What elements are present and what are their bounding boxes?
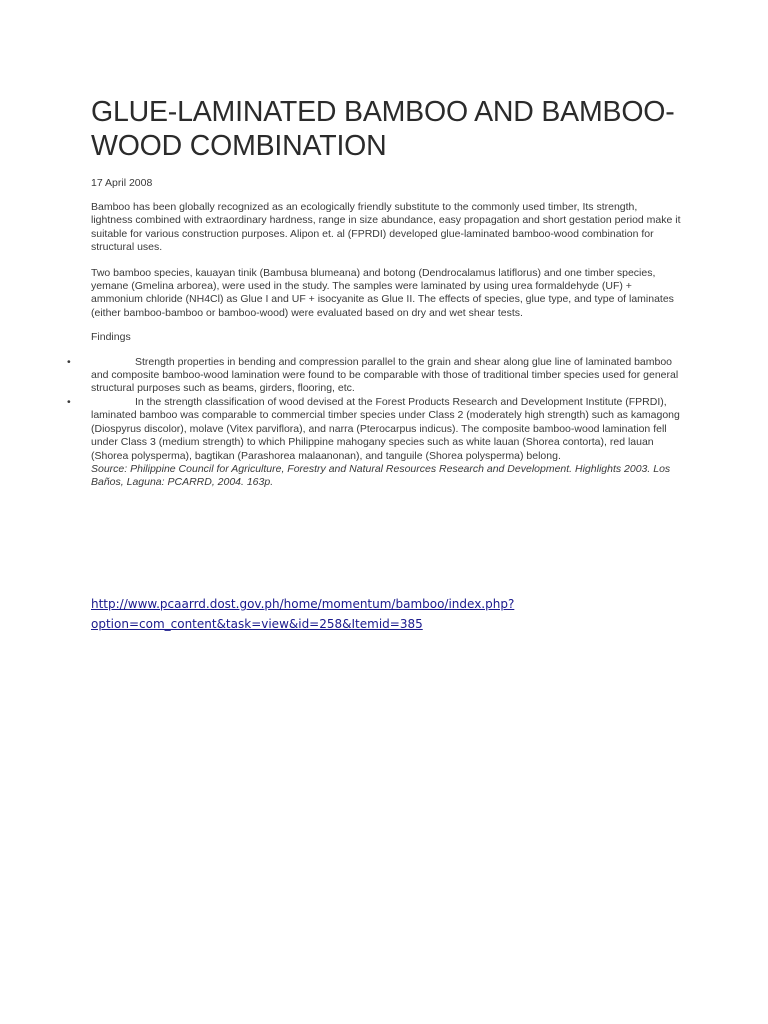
intro-paragraph: Bamboo has been globally recognized as an ecologically friendly substitute to the commonly used timber, Its strength, lightness combined with extraordinary hardness, range in size abundance, easy propagation and short gestation period make it suitable for various construction purposes. Alipon et. al (FPRDI) developed glue-laminated bamboo-wood combination for structural uses. xyxy=(91,201,681,254)
list-item xyxy=(67,355,681,396)
findings-list xyxy=(67,355,681,490)
methods-paragraph: Two bamboo species, kauayan tinik (Bambusa blumeana) and botong (Dendrocalamus latiflorus) and one timber species, yemane (Gmelina arborea), were used in the study. The samples were laminated by using urea formaldehyde (UF) + ammonium chloride (NH4Cl) as Glue I and UF + isocyanite as Glue II. The effects of species, glue type, and type of laminates (either bamboo-bamboo or bamboo-wood) were evaluated based on dry and wet shear tests. xyxy=(91,266,674,319)
source-link[interactable] xyxy=(91,594,571,634)
source-link-line1: http://www.pcaarrd.dost.gov.ph/home/momentum/bamboo/index.php? xyxy=(91,597,515,611)
finding-text: In the strength classification of wood devised at the Forest Products Research and Development Institute (FPRDI), laminated bamboo was comparable to commercial timber species under Class 2 (moderately high strength) such as kamagong (Diospyrus discolor), molave (Vitex parviflora), and narra (Pterocarpus indicus). The composite bamboo-wood lamination fell under Class 3 (medium strength) to which Philippine mahogany species such as white lauan (Shorea contorta), red lauan (Shorea polysperma), bagtikan (Parashorea malaanonan), and tanguile (Shorea polysperma) belong. xyxy=(91,395,680,462)
list-item xyxy=(67,395,681,490)
bullet-icon: • xyxy=(67,355,71,368)
finding-text: Strength properties in bending and compression parallel to the grain and shear along glue line of laminated bamboo and composite bamboo-wood lamination were found to be comparable with those of traditional timber species used for general structural purposes such as beams, girders, flooring, etc. xyxy=(91,355,679,395)
source-link-line2: option=com_content&task=view&id=258&Itemid=385 xyxy=(91,617,423,631)
source-citation: Source: Philippine Council for Agriculture, Forestry and Natural Resources Research and Development. Highlights 2003. Los Baños, Laguna: PCARRD, 2004. 163p. xyxy=(91,462,671,489)
bullet-icon: • xyxy=(67,395,71,408)
findings-heading: Findings xyxy=(91,331,131,344)
article-date: 17 April 2008 xyxy=(91,177,153,189)
article xyxy=(67,95,681,490)
article-title: GLUE-LAMINATED BAMBOO AND BAMBOO-WOOD COMBINATION xyxy=(91,96,675,162)
